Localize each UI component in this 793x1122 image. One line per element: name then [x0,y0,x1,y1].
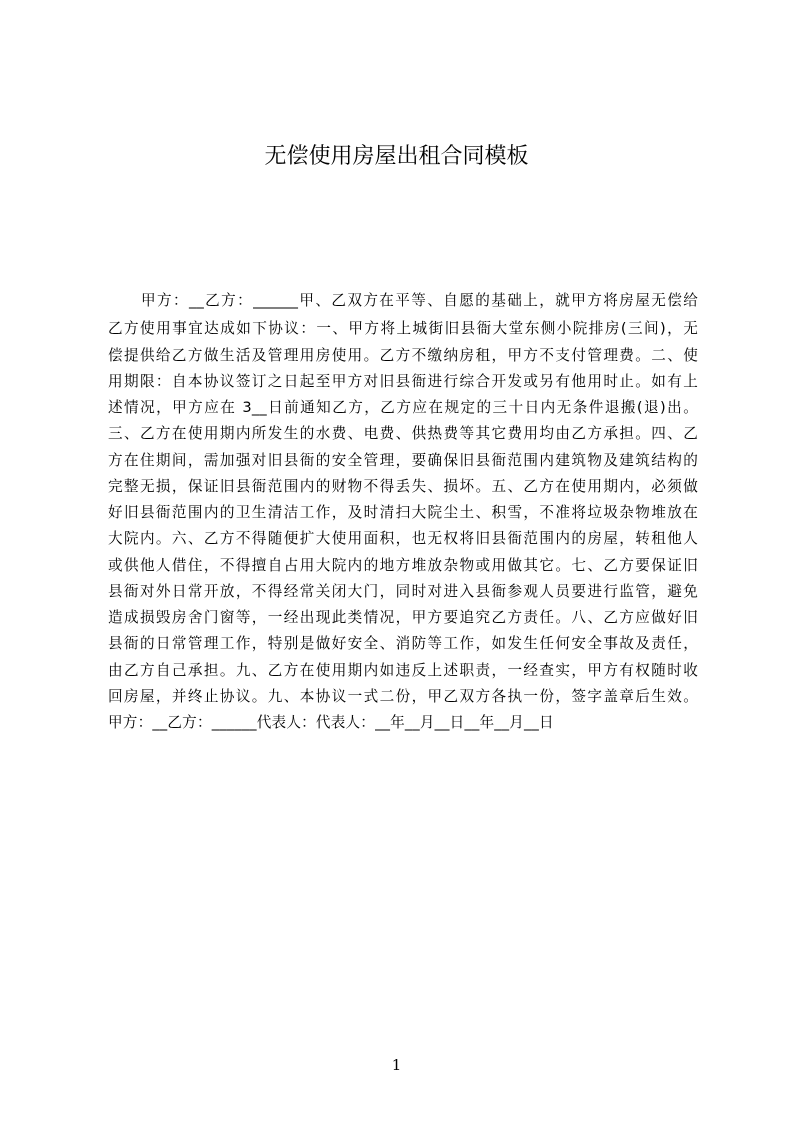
body-line: 三、乙方在使用期内所发生的水费、电费、供热费等其它费用均由乙方承担。四、乙 [108,425,698,442]
contract-title: 无偿使用房屋出租合同模板 [264,144,529,169]
body-line: 大院内。六、乙方不得随便扩大使用面积，也无权将旧县衙范围内的房屋，转租他人 [108,530,698,547]
body-line: 乙方使用事宜达成如下协议：一、甲方将上城街旧县衙大堂东侧小院排房(三间)，无 [108,320,698,337]
body-line: 县衙对外日常开放，不得经常关闭大门，同时对进入县衙参观人员要进行监管，避免 [108,583,698,600]
body-line: 述情况，甲方应在 3__日前通知乙方，乙方应在规定的三十日内无条件退搬(退)出。 [108,399,698,416]
body-line: 用期限：自本协议签订之日起至甲方对旧县衙进行综合开发或另有他用时止。如有上 [108,373,698,390]
body-line: 甲方：__乙方：______甲、乙双方在平等、自愿的基础上，就甲方将房屋无偿给 [141,292,698,309]
body-line: 偿提供给乙方做生活及管理用房使用。乙方不缴纳房租，甲方不支付管理费。二、使 [108,347,698,364]
body-line: 完整无损，保证旧县衙范围内的财物不得丢失、损坏。五、乙方在使用期内，必须做 [108,478,698,495]
page-number: 1 [391,1056,402,1074]
body-line: 由乙方自己承担。九、乙方在使用期内如违反上述职责，一经查实，甲方有权随时收 [108,662,698,679]
body-line: 回房屋，并终止协议。九、本协议一式二份，甲乙双方各执一份，签字盖章后生效。 [108,688,698,705]
body-line: 方在住期间，需加强对旧县衙的安全管理，要确保旧县衙范围内建筑物及建筑结构的 [108,452,698,469]
signature-line: 甲方：__乙方：______代表人：代表人：__年__月__日__年__月__日 [108,714,554,731]
body-line: 好旧县衙范围内的卫生清洁工作，及时清扫大院尘土、积雪，不准将垃圾杂物堆放在 [108,504,698,521]
body-line: 县衙的日常管理工作，特别是做好安全、消防等工作，如发生任何安全事故及责任， [108,635,698,652]
body-line: 造成损毁房舍门窗等，一经出现此类情况，甲方要追究乙方责任。八、乙方应做好旧 [108,609,698,626]
body-line: 或供他人借住，不得擅自占用大院内的地方堆放杂物或用做其它。七、乙方要保证旧 [108,557,698,574]
